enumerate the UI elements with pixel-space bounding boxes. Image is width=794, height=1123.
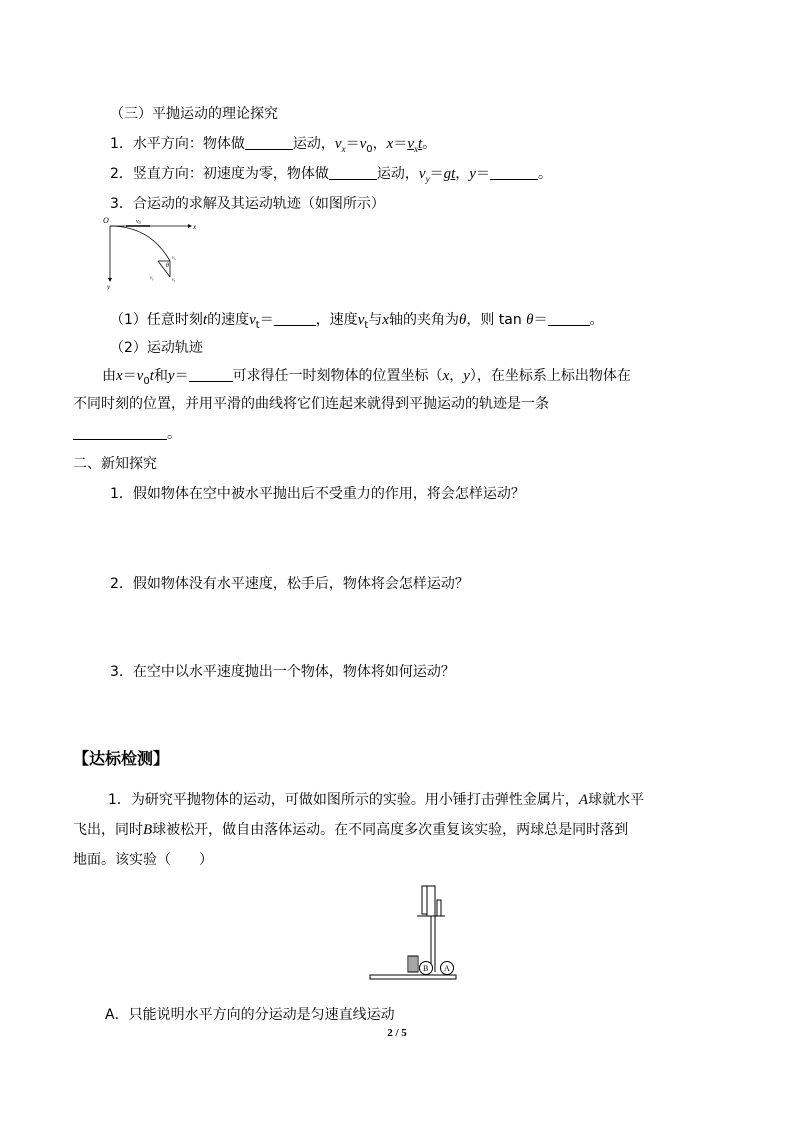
section3-item3: 3．合运动的求解及其运动轨迹（如图所示）: [110, 196, 385, 212]
v0-label: v0: [136, 219, 141, 225]
section3-para-line2: 不同时刻的位置，并用平滑的曲线将它们连起来就得到平抛运动的轨迹是一条: [73, 396, 549, 412]
check-title: 【达标检测】: [73, 749, 170, 768]
x-axis-arrow: [188, 224, 192, 228]
question-1: 1．假如物体在空中被水平抛出后不受重力的作用，将会怎样运动？: [110, 486, 525, 502]
spring-block: [408, 956, 418, 972]
question-2: 2．假如物体没有水平速度，松手后，物体将会怎样运动？: [110, 576, 469, 592]
ball-a-label: A: [444, 964, 450, 973]
vt-label: $v_t$: [172, 278, 176, 283]
check-q1-line2: 飞出，同时B球被松开，做自由落体运动。在不同高度多次重复该实验，两球总是同时落到: [73, 822, 629, 838]
check-q1-line3: 地面。该实验（ ）: [73, 852, 213, 868]
experiment-figure: [365, 882, 461, 986]
base-plate: [370, 975, 456, 979]
theta-label: θ: [166, 263, 169, 269]
section-new-title: 二、新知探究: [73, 456, 157, 472]
x-axis-label: x: [193, 223, 197, 231]
trajectory-figure: [100, 214, 200, 290]
section3-item2: 2．竖直方向：初速度为零，物体做 运动，$v_y=gt$，y＝ 。: [110, 166, 552, 184]
vy-label: $v_y$: [150, 276, 154, 281]
ball-b-label: B: [423, 964, 429, 973]
section3-sub2: （2）运动轨迹: [110, 340, 203, 356]
check-q1-line1: 1．为研究平抛物体的运动，可做如图所示的实验。用小锤打击弹性金属片，A球就水平: [108, 792, 645, 808]
option-a: A．只能说明水平方向的分运动是匀速直线运动: [105, 1007, 395, 1023]
y-axis-label: y: [107, 283, 111, 290]
hammer-head: [437, 900, 441, 916]
section3-para-line1: 由$x=v_0t$和y＝ 可求得任一时刻物体的位置坐标（x，y），在坐标系上标出物体在: [102, 368, 631, 387]
section3-title: （三）平抛运动的理论探究: [110, 106, 278, 122]
y-axis-arrow: [108, 278, 112, 282]
section3-item1: 1．水平方向：物体做 运动，$v_x=v_0$，$x=v_xt$。: [110, 136, 437, 155]
origin-label: O: [103, 216, 109, 225]
question-3: 3．在空中以水平速度抛出一个物体，物体将如何运动？: [110, 664, 455, 680]
stand-top-post: [422, 886, 427, 914]
section3-para-line3: 。: [73, 424, 181, 444]
section3-sub1: （1）任意时刻t的速度$v_t=$ ，速度$v_t$与x轴的夹角为θ，则 tan θ＝ 。: [110, 312, 604, 331]
page-number: 2 / 5: [387, 1027, 407, 1039]
vx-label: $v_x$: [172, 256, 176, 261]
stand-column: [427, 886, 435, 916]
trajectory-curve: [110, 226, 170, 261]
